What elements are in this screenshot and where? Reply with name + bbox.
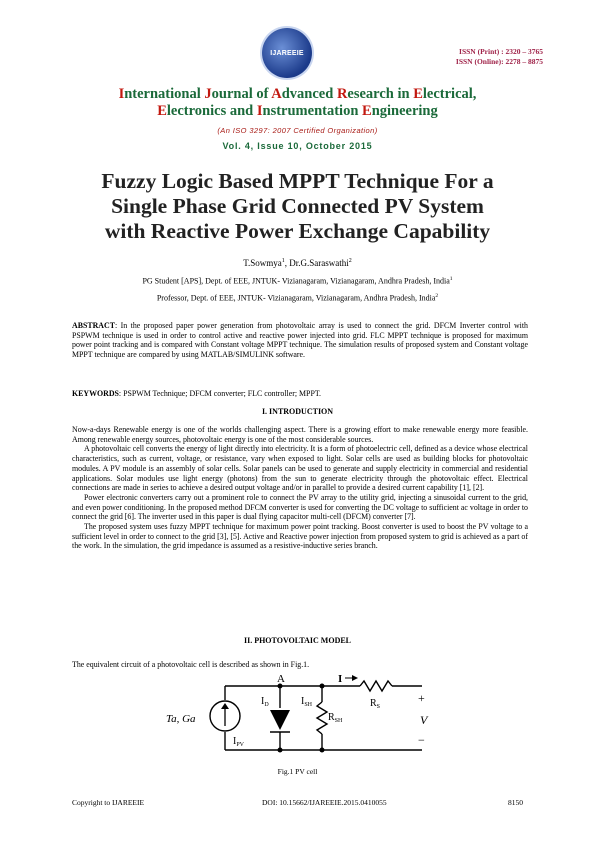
series-resistor [360, 681, 392, 691]
keywords-label: KEYWORDS [72, 389, 119, 398]
minus-terminal-label: − [418, 733, 425, 747]
journal-name-initial: I [256, 103, 263, 119]
logo-text: IJAREEIE [270, 49, 304, 57]
journal-name [0, 86, 595, 120]
journal-name-part: nternational [124, 86, 205, 102]
iso-certification: (An ISO 3297: 2007 Certified Organization) [217, 126, 378, 135]
journal-name-initial: E [157, 103, 167, 119]
journal-name-initial: E [362, 103, 372, 119]
section-heading-introduction: I. INTRODUCTION [261, 407, 334, 416]
abstract [72, 321, 528, 360]
title-line: Single Phase Grid Connected PV System [111, 194, 484, 218]
affiliation-2-text: Professor, Dept. of EEE, JNTUK- Vizianagaram, Vizianagaram, Andhra Pradesh, India [156, 293, 436, 303]
paper-title [40, 169, 555, 244]
footer-page-number: 8150 [508, 798, 523, 807]
id-label: $I_D$ [261, 696, 269, 708]
journal-name-part: lectrical, [422, 86, 477, 102]
journal-logo [262, 28, 312, 78]
journal-name-initial: E [413, 86, 423, 102]
paragraph: Now-a-days Renewable energy is one of the worlds challenging aspect. There is a growing effort to make renewable energy more feasible. Among renewable energy sources, photovoltaic energy is one of the most considerable sources. [72, 425, 528, 444]
issn-online: ISSN (Online): 2278 – 8875 [455, 57, 543, 66]
keywords-text: : PSPWM Technique; DFCM converter; FLC controller; MPPT. [118, 389, 322, 398]
affiliation-2 [0, 293, 595, 303]
diode-icon [270, 710, 290, 730]
authors [0, 258, 595, 268]
figure-caption: Fig.1 PV cell [277, 767, 318, 776]
node-a-label: A [277, 673, 285, 685]
author-2-sup: 2 [348, 258, 352, 264]
journal-name-part: nstrumentation [262, 103, 363, 119]
ish-label: $I_{SH}$ [301, 696, 313, 708]
shunt-resistor [317, 702, 327, 734]
journal-name-initial: J [204, 86, 212, 102]
journal-name-part: lectronics and [166, 103, 257, 119]
introduction-body [72, 425, 528, 551]
journal-name-part: ournal of [211, 86, 272, 102]
current-i-label: I [338, 673, 343, 685]
rs-label: $R_S$ [370, 698, 381, 710]
affiliation-2-sup: 2 [435, 293, 439, 299]
volume-issue: Vol. 4, Issue 10, October 2015 [222, 141, 373, 151]
keywords [72, 389, 528, 399]
ipv-label: $I_{PV}$ [233, 736, 245, 748]
journal-name-part: esearch in [347, 86, 414, 102]
footer-copyright: Copyright to IJAREEIE [72, 798, 145, 807]
title-line: Fuzzy Logic Based MPPT Technique For a [101, 169, 494, 193]
affiliation-1 [0, 276, 595, 286]
author-1-sup: 1 [281, 258, 285, 264]
issn-print: ISSN (Print) : 2320 – 3765 [459, 47, 543, 56]
journal-name-initial: R [336, 86, 348, 102]
paragraph: A photovoltaic cell converts the energy of light directly into electricity. It is a form of photoelectric cell, defined as a device whose electrical characteristics, such as current, voltage, or resistance, vary when exposed to light. Solar cells are used as building blocks for photovoltaic modules. A PV module is an assembly of solar cells. Solar panels can be used to generate and supply electricity in commercial and residential applications. Solar modules use light energy (photons) from the sun to generate electricity through the photovoltaic effect. Electrical connections are made in series to achieve a desired output voltage and/or in parallel to provide a desired current capability [1], [2]. [72, 444, 528, 493]
author-2: , Dr.G.Saraswathi [284, 258, 349, 268]
affiliation-1-text: PG Student [APS], Dept. of EEE, JNTUK- Vizianagaram, Vizianagaram, Andhra Pradesh, India [142, 276, 450, 286]
section-heading-photovoltaic-model: II. PHOTOVOLTAIC MODEL [243, 636, 352, 645]
plus-terminal-label: + [418, 691, 425, 705]
abstract-text: : In the proposed paper power generation from photovoltaic array is used to connect the grid. DFCM Inverter control with PSPWM technique is used in order to control active and reactive power injected into grid. FLC MPPT technique is proposed for maximum power point tracking and is compared with Constant voltage MPPT technique. The simulation results of proposed system and Constant voltage MPPT technique are compared by using MATLAB/SIMULINK software. [72, 321, 528, 360]
affiliation-1-sup: 1 [449, 276, 453, 282]
voltage-label: V [420, 713, 428, 727]
journal-name-initial: A [271, 86, 282, 102]
journal-name-part: ngineering [371, 103, 438, 119]
pv-cell-circuit-diagram [160, 672, 450, 762]
abstract-label: ABSTRACT [72, 321, 115, 330]
source-params-label: Ta, Ga [166, 713, 196, 725]
journal-name-part: dvanced [281, 86, 337, 102]
journal-name-initial: I [118, 86, 125, 102]
pv-intro: The equivalent circuit of a photovoltaic cell is described as shown in Fig.1. [72, 660, 310, 669]
journal-name-line1 [0, 86, 595, 103]
journal-name-line2 [0, 103, 595, 120]
footer-doi: DOI: 10.15662/IJAREEIE.2015.0410055 [262, 798, 387, 807]
author-1: T.Sowmya [243, 258, 282, 268]
rsh-label: $R_{SH}$ [328, 712, 343, 724]
paragraph: Power electronic converters carry out a prominent role to connect the PV array to the utility grid, injecting a sinusoidal current to the grid, and even power conditioning. In the proposed method DFCM converter is used for converting the DC voltage to sufficient ac voltage in order to connect the grid [6]. The inverter used in this paper is dual flying capacitor multi-cell (DFCM) converter [7]. [72, 492, 528, 522]
paragraph: The proposed system uses fuzzy MPPT technique for maximum power point tracking. Boost converter is used to boost the PV voltage to a sufficient level in order to connect to the grid [3], [5]. Active and Reactive power injection from proposed system to grid is achieved as a part of the work. In the simulation, the grid impedance is assumed as a resistive-inductive series branch. [72, 522, 528, 551]
issn-block [456, 47, 543, 67]
title-line: with Reactive Power Exchange Capability [104, 219, 491, 243]
